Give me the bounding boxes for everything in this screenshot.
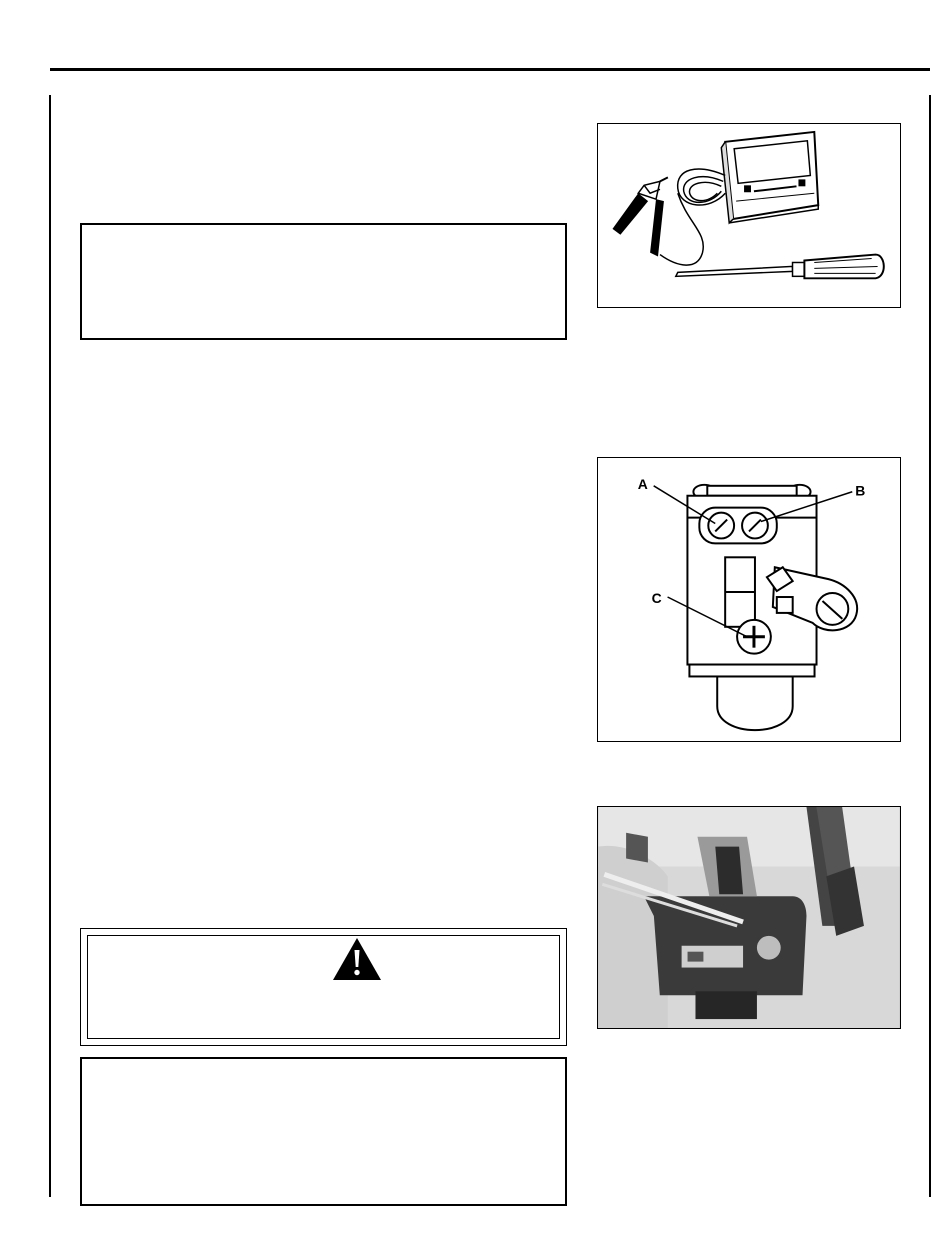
engine-photo-icon — [598, 807, 900, 1028]
figure-engine-photo — [597, 806, 901, 1029]
tachometer-icon — [721, 132, 818, 223]
carburetor-illustration — [598, 458, 900, 741]
right-margin-rule — [929, 95, 931, 1197]
note-box-top — [80, 223, 567, 340]
cable-icon — [660, 169, 725, 265]
alligator-clip-icon — [612, 177, 667, 256]
figure-carburetor — [597, 457, 901, 742]
tools-illustration — [598, 124, 900, 307]
header-rule — [50, 68, 930, 71]
warning-triangle-icon — [332, 937, 382, 981]
callout-b: B — [855, 482, 866, 499]
warning-box-inner — [87, 935, 560, 1039]
callout-c: C — [651, 589, 662, 606]
screwdriver-icon — [676, 255, 884, 279]
left-margin-rule — [49, 95, 51, 1197]
warning-box — [80, 928, 567, 1046]
note-box-bottom — [80, 1057, 567, 1206]
callout-a: A — [637, 475, 648, 492]
figure-tools — [597, 123, 901, 308]
